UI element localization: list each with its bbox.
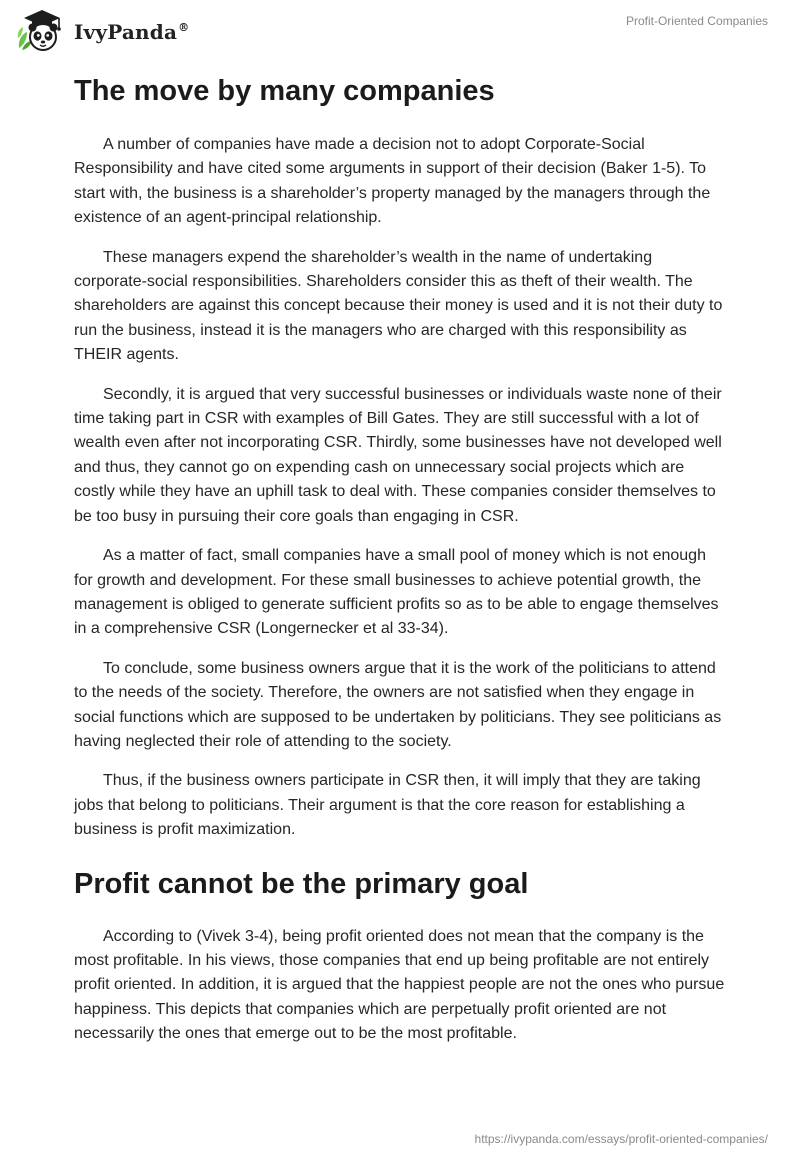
paragraph: Secondly, it is argued that very successful businesses or individuals waste none of their time taking part in CSR with examples of Bill Gates. They are still successful with a lot of wealth even after not incorporating CSR. Thirdly, some businesses have not developed well and thus, they cannot go on expending cash on unnecessary social projects which are costly while they have an uphill task to deal with. These companies consider themselves to be too busy in pursuing their core goals than engaging in CSR. xyxy=(74,385,722,525)
brand-name-text: IvyPanda xyxy=(74,20,178,44)
document-title: Profit-Oriented Companies xyxy=(625,14,768,28)
essay-body xyxy=(74,70,726,1047)
paragraph: A number of companies have made a decision not to adopt Corporate-Social Responsibility and have cited some arguments in support of their decision (Baker 1-5). To start with, the business is a shareholder’s property managed by the managers through the existence of an agent-principal relationship. xyxy=(74,136,711,227)
paragraph: Thus, if the business owners participate in CSR then, it will imply that they are taking jobs that belong to politicians. Their argument is that the core reason for establishing a business is profit maximization. xyxy=(74,772,701,839)
source-url-link[interactable]: https://ivypanda.com/essays/profit-oriented-companies/ xyxy=(474,1132,768,1146)
paragraph: These managers expend the shareholder’s wealth in the name of undertaking corporate-social responsibilities. Shareholders consider this as theft of their wealth. The shareholders are against this concept because their money is used and it is not their duty to run the business, instead it is the managers who are charged with this responsibility as THEIR agents. xyxy=(74,248,723,364)
page-header xyxy=(0,0,800,60)
brand-name xyxy=(74,20,189,44)
paragraph: According to (Vivek 3-4), being profit oriented does not mean that the company is the most profitable. In his views, those companies that end up being profitable are not entirely profit oriented. In addition, it is argued that the happiest people are not the ones who pursue happiness. This depicts that companies which are perpetually profit oriented are not necessarily the ones that emerge out to be the most profitable. xyxy=(74,927,725,1043)
section-heading: The move by many companies xyxy=(74,75,495,107)
section-heading: Profit cannot be the primary goal xyxy=(74,867,529,900)
paragraph: To conclude, some business owners argue that it is the work of the politicians to attend to the needs of the society. Therefore, the owners are not satisfied when they engage in social functions which are supposed to be undertaken by politicians. They see politicians as having neglected their role of attending to the society. xyxy=(74,659,722,750)
paragraph: As a matter of fact, small companies have a small pool of money which is not enough for growth and development. For these small businesses to achieve potential growth, the management is obliged to generate sufficient profits so as to be able to engage themselves in a comprehensive CSR (Longernecker et al 33-34). xyxy=(74,547,719,638)
registered-mark: ® xyxy=(178,21,190,35)
ivypanda-logo[interactable] xyxy=(16,8,189,54)
panda-graduate-icon xyxy=(16,8,68,54)
